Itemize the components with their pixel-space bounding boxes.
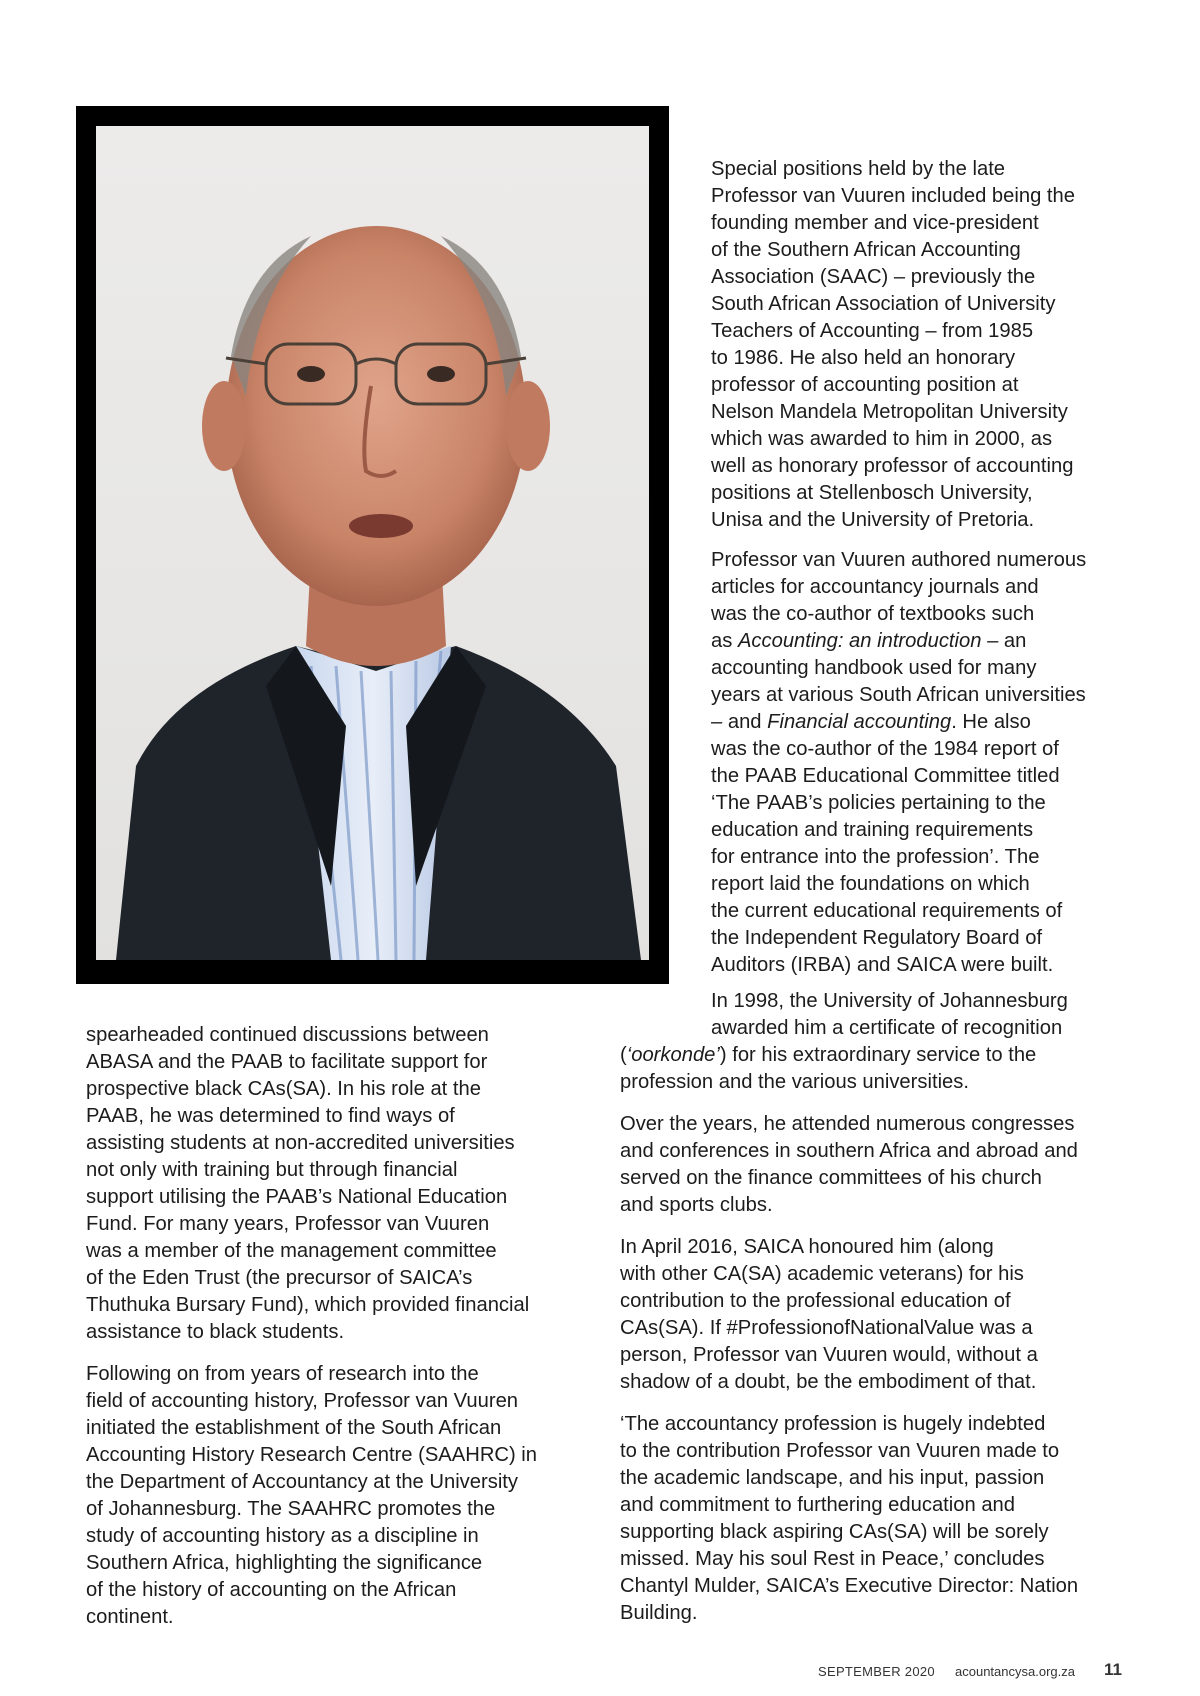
book-title: Accounting: an introduction: [737, 630, 982, 652]
text-line: [711, 628, 1086, 655]
text-line: Thuthuka Bursary Fund), which provided financial: [86, 1294, 530, 1316]
text-line: of the history of accounting on the African: [86, 1579, 457, 1601]
text-line: Special positions held by the late: [711, 158, 1006, 180]
text-line: spearheaded continued discussions between: [86, 1024, 489, 1046]
text-line: contribution to the professional education of: [620, 1290, 1011, 1312]
right-para-2: [711, 547, 1086, 979]
text-line: the academic landscape, and his input, passion: [620, 1467, 1045, 1489]
issue-date: SEPTEMBER 2020: [818, 1664, 935, 1679]
text-line: Nelson Mandela Metropolitan University: [711, 401, 1068, 423]
text-line: Professor van Vuuren authored numerous: [711, 549, 1087, 571]
portrait-icon: [96, 126, 649, 960]
text-line: Unisa and the University of Pretoria.: [711, 509, 1035, 531]
text-line: articles for accountancy journals and: [711, 576, 1039, 598]
text-run: (: [620, 1044, 627, 1066]
page-footer: [0, 1660, 1200, 1684]
text-line: of the Southern African Accounting: [711, 239, 1021, 261]
text-line: Professor van Vuuren included being the: [711, 185, 1075, 207]
text-line: Teachers of Accounting – from 1985: [711, 320, 1034, 342]
right-para-6: [620, 1411, 1078, 1627]
text-line: continent.: [86, 1606, 174, 1628]
text-line: shadow of a doubt, be the embodiment of that.: [620, 1371, 1037, 1393]
text-line: and commitment to furthering education and: [620, 1494, 1016, 1516]
text-line: assistance to black students.: [86, 1321, 345, 1343]
page-number: 11: [1104, 1660, 1122, 1679]
right-para-4: [620, 1111, 1078, 1219]
text-line: and conferences in southern Africa and abroad and: [620, 1140, 1078, 1162]
left-para-2: [86, 1361, 537, 1631]
website-link[interactable]: acountancysa.org.za: [955, 1664, 1075, 1679]
text-line: Southern Africa, highlighting the significance: [86, 1552, 483, 1574]
text-line: prospective black CAs(SA). In his role at the: [86, 1078, 481, 1100]
text-line: not only with training but through financial: [86, 1159, 458, 1181]
text-line: Accounting History Research Centre (SAAHRC) in: [86, 1444, 538, 1466]
text-line: of Johannesburg. The SAAHRC promotes the: [86, 1498, 496, 1520]
text-line: was a member of the management committee: [86, 1240, 497, 1262]
text-line: served on the finance committees of his church: [620, 1167, 1042, 1189]
text-run: – an: [981, 630, 1027, 652]
text-line: CAs(SA). If #ProfessionofNationalValue was a: [620, 1317, 1033, 1339]
text-line: profession and the various universities.: [620, 1071, 969, 1093]
text-line: assisting students at non-accredited universities: [86, 1132, 515, 1154]
text-line: PAAB, he was determined to find ways of: [86, 1105, 455, 1127]
text-line: In April 2016, SAICA honoured him (along: [620, 1236, 994, 1258]
text-run: – and: [711, 711, 768, 733]
text-line: Fund. For many years, Professor van Vuuren: [86, 1213, 490, 1235]
text-line: Auditors (IRBA) and SAICA were built.: [711, 954, 1054, 976]
text-line: for entrance into the profession’. The: [711, 846, 1040, 868]
text-line: education and training requirements: [711, 819, 1034, 841]
photo-frame: [76, 106, 669, 984]
text-line: founding member and vice-president: [711, 212, 1039, 234]
text-line: field of accounting history, Professor van Vuuren: [86, 1390, 519, 1412]
text-run: as: [711, 630, 738, 652]
text-line: initiated the establishment of the South African: [86, 1417, 502, 1439]
left-para-1: [86, 1022, 529, 1346]
text-line: missed. May his soul Rest in Peace,’ concludes: [620, 1548, 1045, 1570]
text-line: the Department of Accountancy at the University: [86, 1471, 519, 1493]
text-line: to 1986. He also held an honorary: [711, 347, 1016, 369]
text-line: the PAAB Educational Committee titled: [711, 765, 1060, 787]
text-line: ‘The accountancy profession is hugely indebted: [620, 1413, 1046, 1435]
text-line: with other CA(SA) academic veterans) for his: [620, 1263, 1024, 1285]
text-line: awarded him a certificate of recognition: [711, 1017, 1063, 1039]
text-line: was the co-author of the 1984 report of: [711, 738, 1059, 760]
emphasis-term: ‘oorkonde’: [626, 1044, 720, 1066]
text-run: . He also: [951, 711, 1031, 733]
text-line: positions at Stellenbosch University,: [711, 482, 1033, 504]
text-line: South African Association of University: [711, 293, 1056, 315]
text-line: person, Professor van Vuuren would, without a: [620, 1344, 1038, 1366]
text-line: accounting handbook used for many: [711, 657, 1037, 679]
text-line: ABASA and the PAAB to facilitate support for: [86, 1051, 488, 1073]
text-line: [711, 709, 1086, 736]
text-line: In 1998, the University of Johannesburg: [711, 990, 1068, 1012]
text-line: Association (SAAC) – previously the: [711, 266, 1036, 288]
text-line: Chantyl Mulder, SAICA’s Executive Director: Nation: [620, 1575, 1079, 1597]
portrait-photo: [96, 126, 649, 960]
text-line: the current educational requirements of: [711, 900, 1063, 922]
text-line: [620, 1042, 1068, 1069]
text-line: professor of accounting position at: [711, 374, 1019, 396]
text-line: study of accounting history as a discipline in: [86, 1525, 479, 1547]
text-line: and sports clubs.: [620, 1194, 773, 1216]
text-line: years at various South African universities: [711, 684, 1086, 706]
text-run: ) for his extraordinary service to the: [719, 1044, 1037, 1066]
text-line: support utilising the PAAB’s National Education: [86, 1186, 508, 1208]
text-line: of the Eden Trust (the precursor of SAICA’s: [86, 1267, 473, 1289]
text-line: the Independent Regulatory Board of: [711, 927, 1043, 949]
right-para-5: [620, 1234, 1038, 1396]
text-line: ‘The PAAB’s policies pertaining to the: [711, 792, 1046, 814]
right-para-3: [620, 988, 1068, 1096]
text-line: supporting black aspiring CAs(SA) will be sorely: [620, 1521, 1049, 1543]
text-line: Following on from years of research into the: [86, 1363, 479, 1385]
text-line: was the co-author of textbooks such: [711, 603, 1035, 625]
text-line: Over the years, he attended numerous congresses: [620, 1113, 1075, 1135]
text-line: well as honorary professor of accounting: [711, 455, 1074, 477]
book-title: Financial accounting: [767, 711, 952, 733]
text-line: which was awarded to him in 2000, as: [711, 428, 1053, 450]
right-para-1: [711, 156, 1075, 534]
text-line: Building.: [620, 1602, 698, 1624]
text-line: to the contribution Professor van Vuuren made to: [620, 1440, 1060, 1462]
text-line: report laid the foundations on which: [711, 873, 1030, 895]
